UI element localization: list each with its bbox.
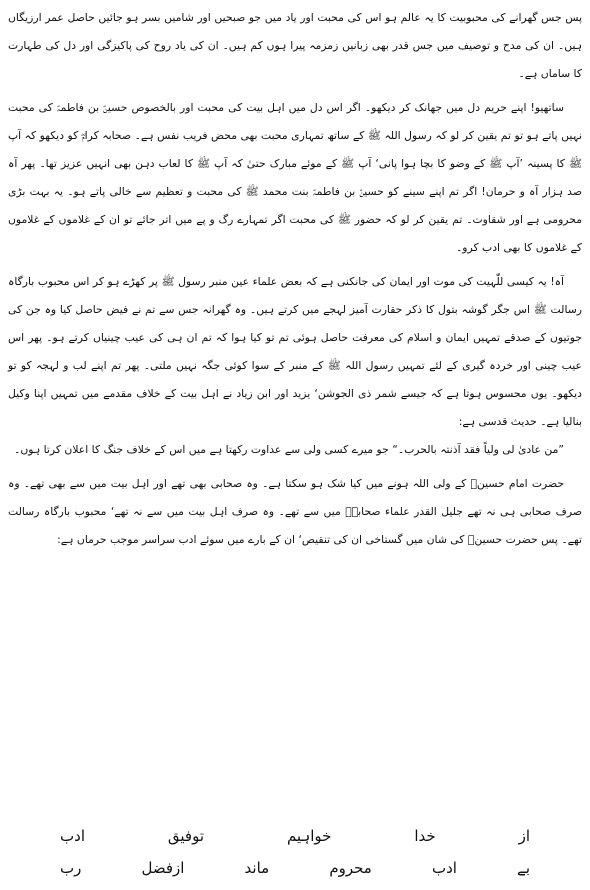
couplet-word: ماند [244, 859, 270, 877]
couplet-word: توفیق [167, 827, 205, 845]
paragraph-imam-hussain: حضرت امام حسینؓ کے ولی اللہ ہونے میں کیا شک ہو سکتا ہے۔ وہ صحابی بھی تھے اور اہل بیت میں سے بھی تھے۔ وہ صرف صحابی ہی نہ تھے جلیل القدر علماء صحابہؓ میں سے تھے۔ وہ صرف اہل بیت میں سے نہ تھے‘ محبوب بارگاہ رسالت تھے۔ پس حضرت حسینؓ کی شان میں گستاخی ان کی تنقیص‘ ان کے بارے میں سوئے ادب سراسر موجب حرماں ہے: [8, 477, 582, 546]
paragraph-companions: ساتھیو! اپنے حریم دل میں جھانک کر دیکھو۔ اگر اس دل میں اہل بیت کی محبت اور بالخصوص حسینؑ بن فاطمہؑ کی محبت نہیں پاتے ہو تو تم یقین کر لو کہ رسول اللہ ﷺ کے ساتھ تمہاری محبت بھی محض فریب نفس ہے۔ صحابہ کرامؓ کو دیکھو کہ آپ ﷺ کا پسینہ ’آپ ﷺ کے وضو کا بچا ہوا پانی‘ آپ ﷺ کے موئے مبارک حتیٰ کہ آپ ﷺ کا لعاب دہن بھی انہیں عزیز تھا۔ پھر آہ صد ہزار آہ و حرمان! اگر تم اپنے سینے کو حسینؑ بن فاطمہؑ بنت محمد ﷺ کی محبت و تعظیم سے خالی پاتے ہو۔ یہ بہت بڑی محرومی ہے اور شقاوت۔ تم یقین کر لو کہ حضور ﷺ کی محبت اگر تمہارے رگ و پے میں اتر جائے تو ان کے غلاموں کے غلاموں کے غلاموں کا بھی ادب کرو۔ [8, 101, 582, 254]
couplet-word: محروم [329, 859, 372, 877]
couplet-word: ادب [60, 827, 85, 845]
couplet-line-2 [60, 852, 530, 884]
paragraph-love-of-family: پس جس گھرانے کی محبوبیت کا یہ عالم ہو اس کی محبت اور یاد میں جو صبحیں اور شامیں بسر ہو جائیں حاصل عمر ارزیگاں ہیں۔ ان کی مدح و توصیف میں جس قدر بھی زبانیں زمزمہ پیرا ہوں کم ہیں۔ ان کی یاد روح کی پاکیزگی اور دل کی طہارت کا ساماں ہے۔ [8, 11, 582, 80]
couplet-word: رب [60, 859, 82, 877]
persian-couplet [60, 820, 530, 884]
couplet-word: خواہیم [286, 827, 332, 845]
couplet-word: از [518, 827, 530, 845]
couplet-word: ازفضل [141, 859, 185, 877]
document-page [8, 4, 582, 886]
couplet-line-1 [60, 820, 530, 852]
couplet-word: ادب [431, 859, 457, 877]
paragraph-hadith-qudsi: ”من عادیٰ لی ولیاً فقد آذنتہ بالحرب۔“ جو میرے کسی ولی سے عداوت رکھتا ہے میں اس کے خلاف جنگ کا اعلان کرتا ہوں۔ [14, 443, 564, 456]
couplet-word: خدا [414, 827, 436, 845]
paragraph-pulpit-criticism: آہ! یہ کیسی للّٰہیت کی موت اور ایمان کی جانکنی ہے کہ بعض علماء عین منبر رسول ﷺ پر کھڑے ہو کر اس محبوب بارگاہ رسالت ﷺ اس جگر گوشہ بتول کا ذکر حقارت آمیز لہجے میں کرتے ہیں۔ وہ گھرانہ جس سے تم نے فیض حاصل کیا وہ جن کی جوتیوں کے صدقے تمہیں ایمان و اسلام کی معرفت حاصل ہوئی تم تو کیا ہوا کہ تم ان ہی کی عیب چینیاں کرتے ہو۔ پھر اس عیب چینی اور خردہ گیری کے لئے تمہیں رسول اللہ ﷺ کے منبر کے سوا کوئی جگہ نہیں ملتی۔ پھر تم اپنے لب و لہجہ کو تو دیکھو۔ یوں محسوس ہوتا ہے کہ جیسے شمر ذی الجوشن‘ یزید اور ابن زیاد نے اہل بیت کے خلاف مقدمے میں تمہیں اپنا وکیل بنالیا ہے۔ حدیث قدسی ہے: [8, 275, 582, 428]
couplet-word: بے [517, 859, 530, 877]
